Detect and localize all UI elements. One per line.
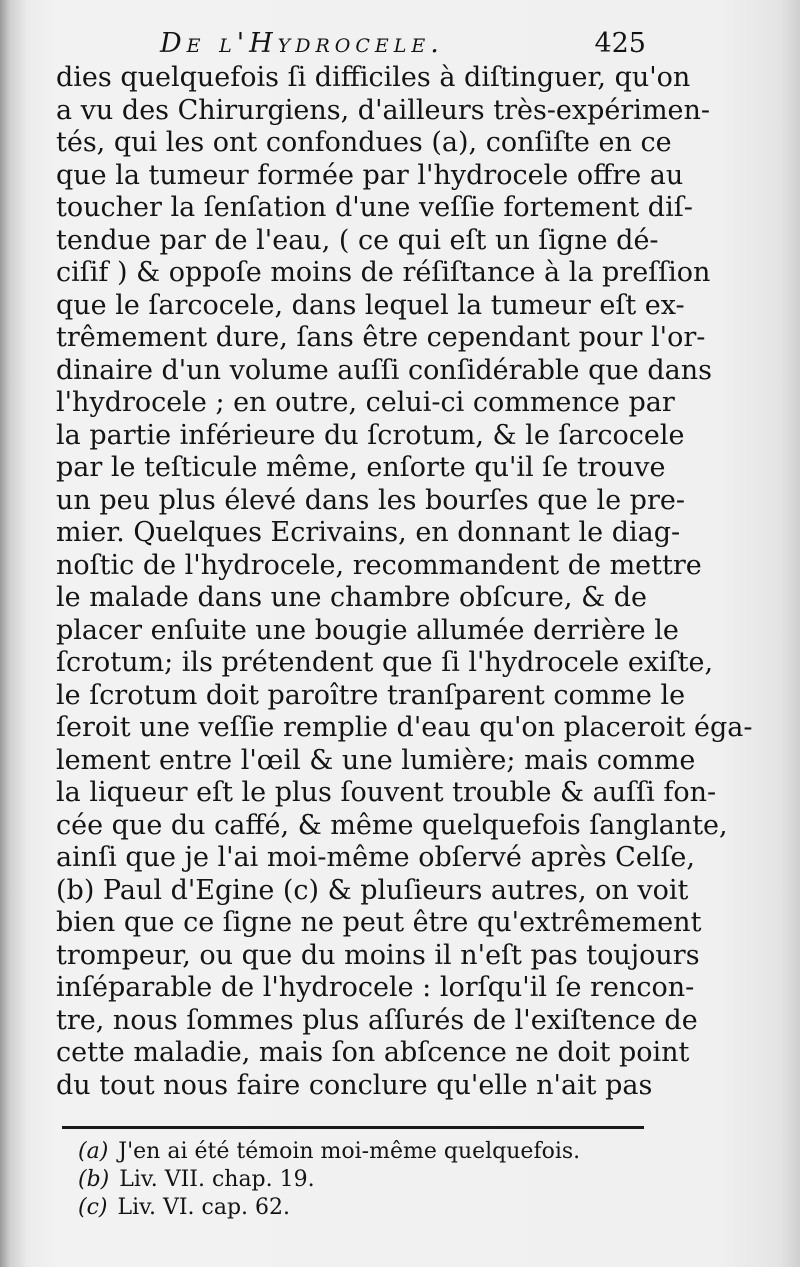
- text-line: placer enſuite une bougie allumée derrière le: [56, 614, 679, 646]
- text-line: ainſi que je l'ai moi-même obſervé après Celſe,: [56, 842, 695, 873]
- footnote-text: Liv. VII. chap. 19.: [119, 1167, 315, 1192]
- text-line: par le teſticule même, enſorte qu'il ſe trouve: [56, 452, 666, 483]
- text-line: la liqueur eſt le plus ſouvent trouble & auſſi fon-: [56, 777, 717, 808]
- footnote-mark: (c): [78, 1195, 108, 1220]
- text-line: trompeur, ou que du moins il n'eſt pas toujours: [56, 939, 700, 971]
- footnote-text: Liv. VI. cap. 62.: [117, 1195, 291, 1220]
- text-line: a vu des Chirurgiens, d'ailleurs très-expérimen-: [56, 94, 711, 126]
- footnote-rule: [62, 1126, 644, 1129]
- text-line: noſtic de l'hydrocele, recommandent de mettre: [56, 549, 702, 581]
- footnote: [78, 1138, 638, 1166]
- footnote-mark: (b): [78, 1167, 110, 1192]
- text-line: que le ſarcocele, dans lequel la tumeur eſt ex-: [56, 289, 685, 321]
- footnotes: [78, 1138, 638, 1222]
- text-line: tés, qui les ont confondues (a), conſiſte en ce: [56, 127, 672, 158]
- text-line: la partie inférieure du ſcrotum, & le ſarcocele: [56, 419, 685, 451]
- text-line: tendue par de l'eau, ( ce qui eſt un ſigne dé-: [56, 224, 659, 256]
- footnote-text: J'en ai été témoin moi-même quelquefois.: [118, 1139, 581, 1164]
- footnote: [78, 1166, 638, 1194]
- text-line: (b) Paul d'Egine (c) & pluſieurs autres, on voit: [56, 874, 689, 906]
- text-line: bien que ce ſigne ne peut être qu'extrêmement: [56, 907, 702, 938]
- text-line: ciſif ) & oppoſe moins de réſiſtance à la preſſion: [56, 257, 711, 288]
- footnote-mark: (a): [78, 1139, 109, 1164]
- text-line: ſcrotum; ils prétendent que ſi l'hydrocele exiſte,: [56, 647, 714, 678]
- text-line: mier. Quelques Ecrivains, en donnant le diag-: [56, 517, 681, 548]
- running-head: [150, 28, 650, 64]
- text-line: du tout nous faire conclure qu'elle n'ait pas: [56, 1069, 653, 1101]
- text-line: dies quelquefois ſi difficiles à diſtinguer, qu'on: [56, 62, 691, 93]
- text-line: le malade dans une chambre obſcure, & de: [56, 582, 647, 613]
- text-line: ſeroit une veſſie remplie d'eau qu'on placeroit éga-: [56, 712, 753, 743]
- text-line: dinaire d'un volume auſſi conſidérable que dans: [56, 354, 712, 386]
- text-line: cée que du caffé, & même quelquefois ſanglante,: [56, 809, 728, 841]
- text-line: que la tumeur formée par l'hydrocele offre au: [56, 159, 684, 191]
- text-line: tre, nous ſommes plus aſſurés de l'exiſtence de: [56, 1004, 698, 1036]
- body-text: [56, 62, 753, 1102]
- text-line: cette maladie, mais ſon abſcence ne doit point: [56, 1037, 690, 1068]
- page-number: 425: [594, 28, 646, 59]
- text-line: trêmement dure, ſans être cependant pour l'or-: [56, 322, 706, 353]
- text-line: toucher la ſenſation d'une veſſie fortement diſ-: [56, 192, 693, 223]
- text-line: un peu plus élevé dans les bourſes que le pre-: [56, 484, 685, 516]
- text-line: le ſcrotum doit paroître tranſparent comme le: [56, 679, 686, 711]
- footnote: [78, 1194, 638, 1222]
- text-line: l'hydrocele ; en outre, celui-ci commence par: [56, 387, 675, 418]
- running-title: De l'Hydrocele.: [160, 28, 444, 59]
- text-line: inſéparable de l'hydrocele : lorſqu'il ſe rencon-: [56, 972, 695, 1003]
- text-line: lement entre l'œil & une lumière; mais comme: [56, 744, 696, 776]
